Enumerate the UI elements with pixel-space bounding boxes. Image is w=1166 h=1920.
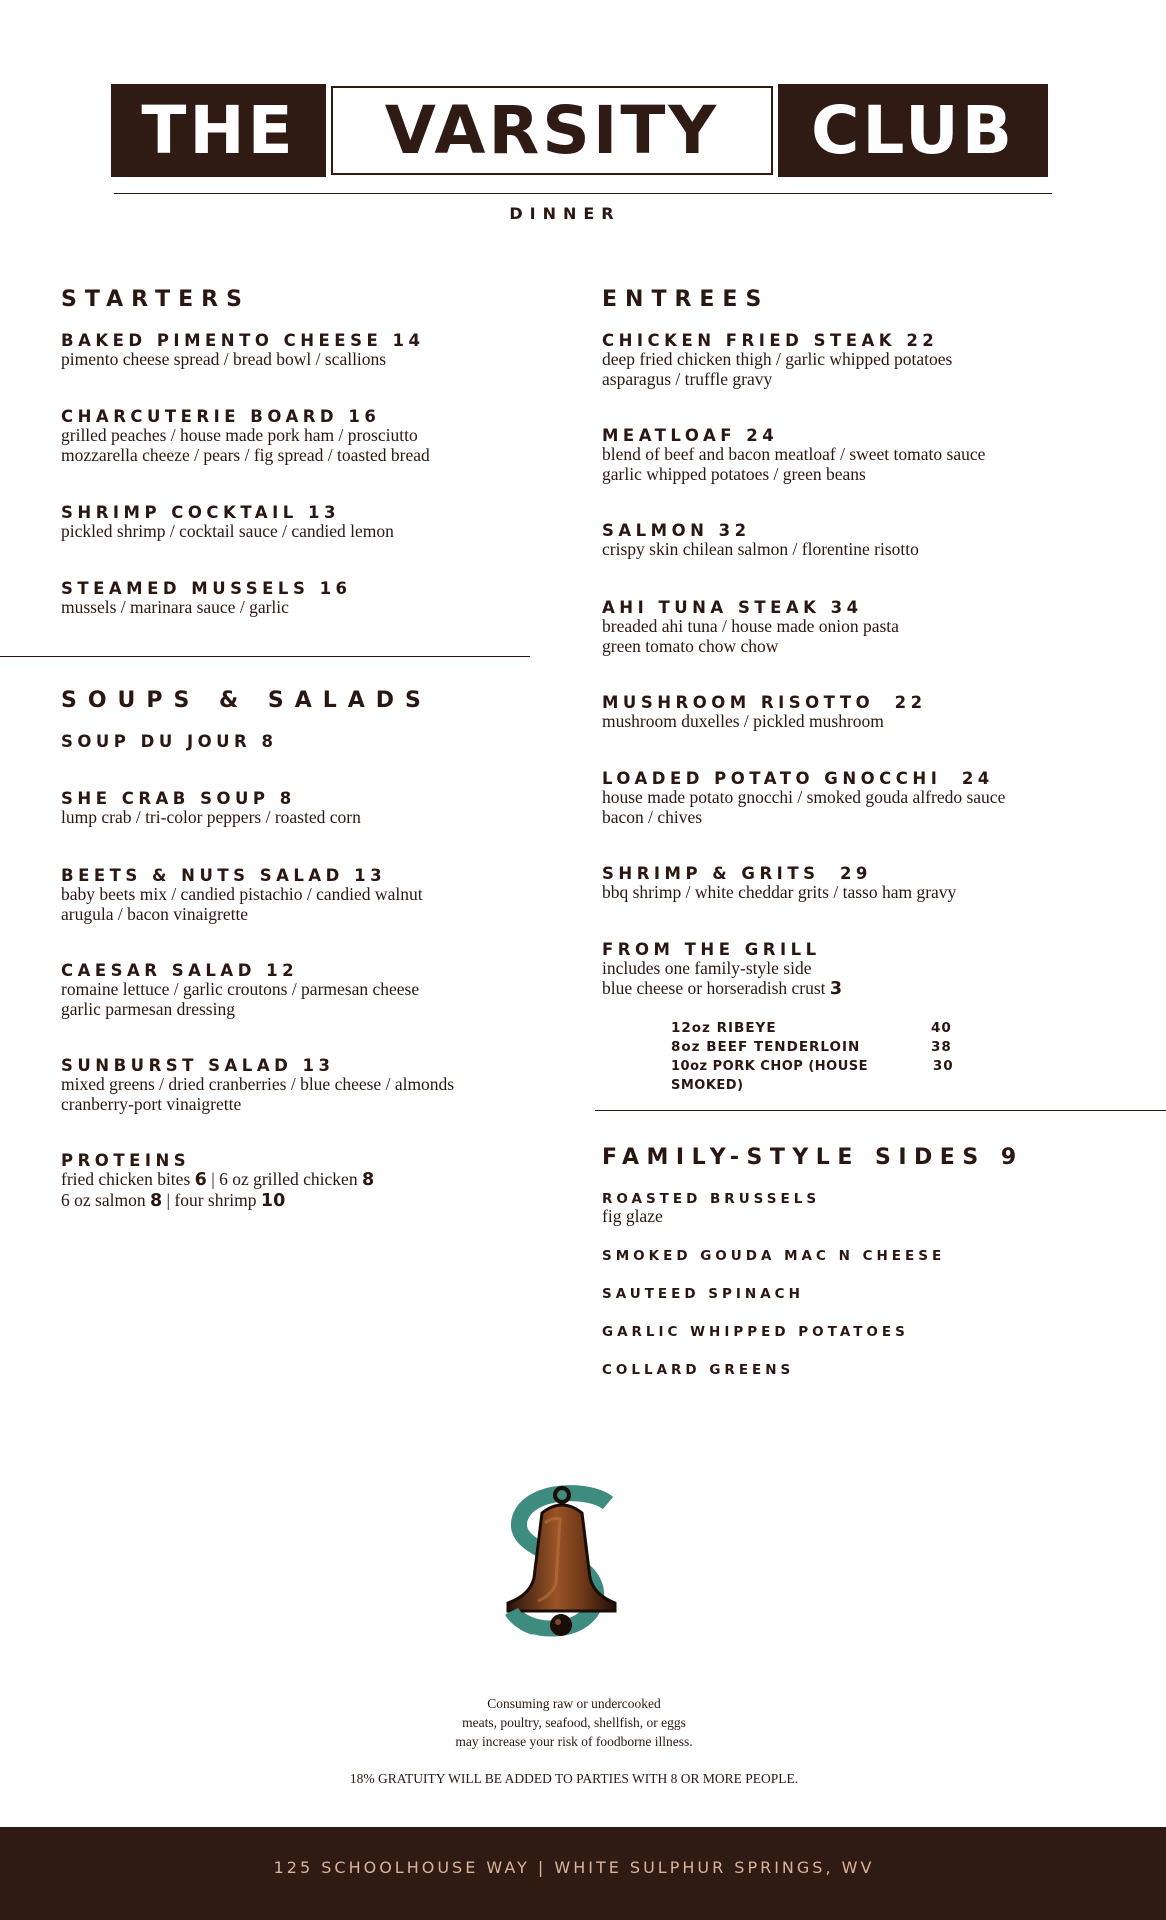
logo-the: THE — [111, 84, 326, 177]
item-name: LOADED POTATO GNOCCHI 24 — [602, 769, 994, 788]
grill-cut-price: 30 — [932, 1058, 954, 1074]
sides-title: FAMILY-STYLE SIDES 9 — [602, 1145, 1024, 1170]
side-name: GARLIC WHIPPED POTATOES — [602, 1324, 909, 1340]
header-divider — [114, 193, 1052, 194]
sides-section — [602, 1145, 1162, 1170]
item-desc: romaine lettuce / garlic croutons / parmesan cheese — [61, 979, 420, 999]
menu-item — [61, 503, 541, 542]
item-desc: lump crab / tri-color peppers / roasted corn — [61, 807, 361, 827]
logo-club: CLUB — [778, 84, 1048, 177]
soups-salads-section — [61, 688, 541, 713]
starters-section — [61, 287, 541, 312]
menu-item — [61, 1056, 541, 1114]
item-desc: bbq shrimp / white cheddar grits / tasso ham gravy — [602, 882, 957, 902]
varsity-club-logo — [111, 84, 1048, 177]
menu-item — [602, 864, 1122, 903]
grill-name: FROM THE GRILL — [602, 940, 821, 959]
gratuity-notice: 18% GRATUITY WILL BE ADDED TO PARTIES WITH 8 OR MORE PEOPLE. — [349, 1771, 799, 1786]
item-name: SALMON 32 — [602, 521, 751, 540]
menu-item — [61, 789, 541, 828]
soups-salads-title: SOUPS & SALADS — [61, 688, 432, 713]
proteins-price: 8 — [149, 1190, 163, 1211]
grill-cut-name: 8oz BEEF TENDERLOIN — [671, 1039, 861, 1055]
starters-divider — [0, 656, 530, 657]
menu-item — [602, 331, 1122, 389]
menu-type-label: DINNER — [509, 204, 621, 223]
proteins-salmon: 6 oz salmon — [61, 1189, 146, 1210]
item-name: CHARCUTERIE BOARD 16 — [61, 407, 381, 426]
proteins-shrimp: | four shrimp — [162, 1189, 257, 1210]
item-desc: baby beets mix / candied pistachio / candied walnut — [61, 884, 423, 904]
side-item — [602, 1191, 1122, 1227]
item-desc: house made potato gnocchi / smoked gouda alfredo sauce — [602, 787, 1006, 807]
item-name: AHI TUNA STEAK 34 — [602, 598, 863, 617]
item-desc: crispy skin chilean salmon / florentine risotto — [602, 539, 919, 559]
side-item — [602, 1286, 1122, 1302]
footer-address: 125 SCHOOLHOUSE WAY | WHITE SULPHUR SPRINGS, WV — [273, 1858, 875, 1877]
grill-crust-price: 3 — [829, 978, 843, 999]
menu-item — [602, 426, 1122, 484]
item-desc: mussels / marinara sauce / garlic — [61, 597, 289, 617]
item-name: STEAMED MUSSELS 16 — [61, 579, 352, 598]
grill-cut-row — [671, 1057, 971, 1093]
grill-cut-name: 12oz RIBEYE — [671, 1020, 777, 1036]
item-desc: pimento cheese spread / bread bowl / scallions — [61, 349, 387, 369]
menu-item — [61, 732, 541, 751]
menu-item — [602, 521, 1122, 560]
item-name: BEETS & NUTS SALAD 13 — [61, 866, 387, 885]
side-item — [602, 1248, 1122, 1264]
proteins-item — [61, 1151, 541, 1211]
item-desc: mozzarella cheeze / pears / fig spread / toasted bread — [61, 444, 430, 465]
item-name: MUSHROOM RISOTTO 22 — [602, 693, 927, 712]
item-desc: grilled peaches / house made pork ham / prosciutto — [61, 425, 418, 445]
grill-cut-row — [671, 1038, 971, 1057]
item-name: MEATLOAF 24 — [602, 426, 779, 445]
proteins-line-2 — [61, 1191, 541, 1212]
logo-varsity: VARSITY — [331, 86, 773, 175]
item-desc: mushroom duxelles / pickled mushroom — [602, 711, 884, 731]
menu-item — [61, 331, 541, 370]
item-desc: garlic parmesan dressing — [61, 998, 235, 1019]
grill-cut-price: 40 — [931, 1020, 952, 1036]
entrees-title: ENTREES — [602, 287, 770, 312]
menu-item — [61, 579, 541, 618]
item-name: SUNBURST SALAD 13 — [61, 1056, 335, 1075]
food-safety-disclaimer — [0, 1694, 1148, 1751]
item-desc: bacon / chives — [602, 806, 703, 827]
item-desc: blend of beef and bacon meatloaf / sweet tomato sauce — [602, 444, 986, 464]
disclaimer-line: meats, poultry, seafood, shellfish, or eggs — [462, 1715, 686, 1730]
grill-cut-row — [671, 1019, 971, 1038]
item-desc: breaded ahi tuna / house made onion pasta — [602, 616, 899, 636]
side-item — [602, 1362, 1122, 1378]
side-name: SAUTEED SPINACH — [602, 1286, 804, 1302]
grill-cut-name: 10oz PORK CHOP (HOUSE SMOKED) — [671, 1059, 869, 1093]
item-name: BAKED PIMENTO CHEESE 14 — [61, 331, 425, 350]
item-desc: cranberry-port vinaigrette — [61, 1093, 242, 1114]
menu-item — [602, 598, 1122, 656]
item-desc: garlic whipped potatoes / green beans — [602, 463, 866, 484]
side-name: COLLARD GREENS — [602, 1362, 795, 1378]
entrees-divider — [595, 1110, 1166, 1111]
side-item — [602, 1324, 1122, 1340]
grill-desc: includes one family-style side — [602, 958, 812, 978]
grill-cuts-list — [671, 1019, 971, 1093]
item-name: CHICKEN FRIED STEAK 22 — [602, 331, 939, 350]
menu-item — [602, 769, 1122, 827]
menu-item — [61, 866, 541, 924]
item-name: CAESAR SALAD 12 — [61, 961, 299, 980]
item-desc: mixed greens / dried cranberries / blue cheese / almonds — [61, 1074, 455, 1094]
proteins-fried-chicken: fried chicken bites — [61, 1169, 191, 1189]
item-name: SOUP DU JOUR 8 — [61, 732, 278, 751]
proteins-price: 6 — [194, 1170, 207, 1190]
item-desc: asparagus / truffle gravy — [602, 368, 773, 389]
proteins-grilled-chicken: | 6 oz grilled chicken — [206, 1169, 358, 1189]
bell-logo-icon — [490, 1483, 630, 1643]
grill-item — [602, 940, 1122, 999]
item-desc: arugula / bacon vinaigrette — [61, 903, 249, 924]
starters-title: STARTERS — [61, 287, 250, 312]
disclaimer-line: Consuming raw or undercooked — [487, 1696, 661, 1711]
item-desc: deep fried chicken thigh / garlic whipped potatoes — [602, 349, 953, 369]
proteins-price: 8 — [361, 1170, 375, 1190]
disclaimer-line: may increase your risk of foodborne illness. — [455, 1734, 693, 1749]
item-name: SHE CRAB SOUP 8 — [61, 789, 296, 808]
grill-crust-text: blue cheese or horseradish crust — [602, 977, 830, 998]
menu-item — [61, 407, 541, 465]
grill-cut-price: 38 — [931, 1039, 952, 1055]
item-name: SHRIMP & GRITS 29 — [602, 864, 872, 883]
menu-item — [602, 693, 1122, 732]
item-name: SHRIMP COCKTAIL 13 — [61, 503, 340, 522]
proteins-name: PROTEINS — [61, 1151, 191, 1170]
side-desc: fig glaze — [602, 1206, 663, 1226]
item-desc: pickled shrimp / cocktail sauce / candied lemon — [61, 521, 394, 541]
side-name: SMOKED GOUDA MAC N CHEESE — [602, 1248, 946, 1264]
grill-crust — [602, 979, 1122, 1000]
proteins-line-1 — [61, 1170, 541, 1191]
item-desc: green tomato chow chow — [602, 635, 779, 656]
menu-item — [61, 961, 541, 1019]
entrees-section — [602, 287, 1122, 312]
side-name: ROASTED BRUSSELS — [602, 1191, 821, 1207]
proteins-price: 10 — [260, 1190, 286, 1211]
footer-bar — [0, 1827, 1166, 1920]
